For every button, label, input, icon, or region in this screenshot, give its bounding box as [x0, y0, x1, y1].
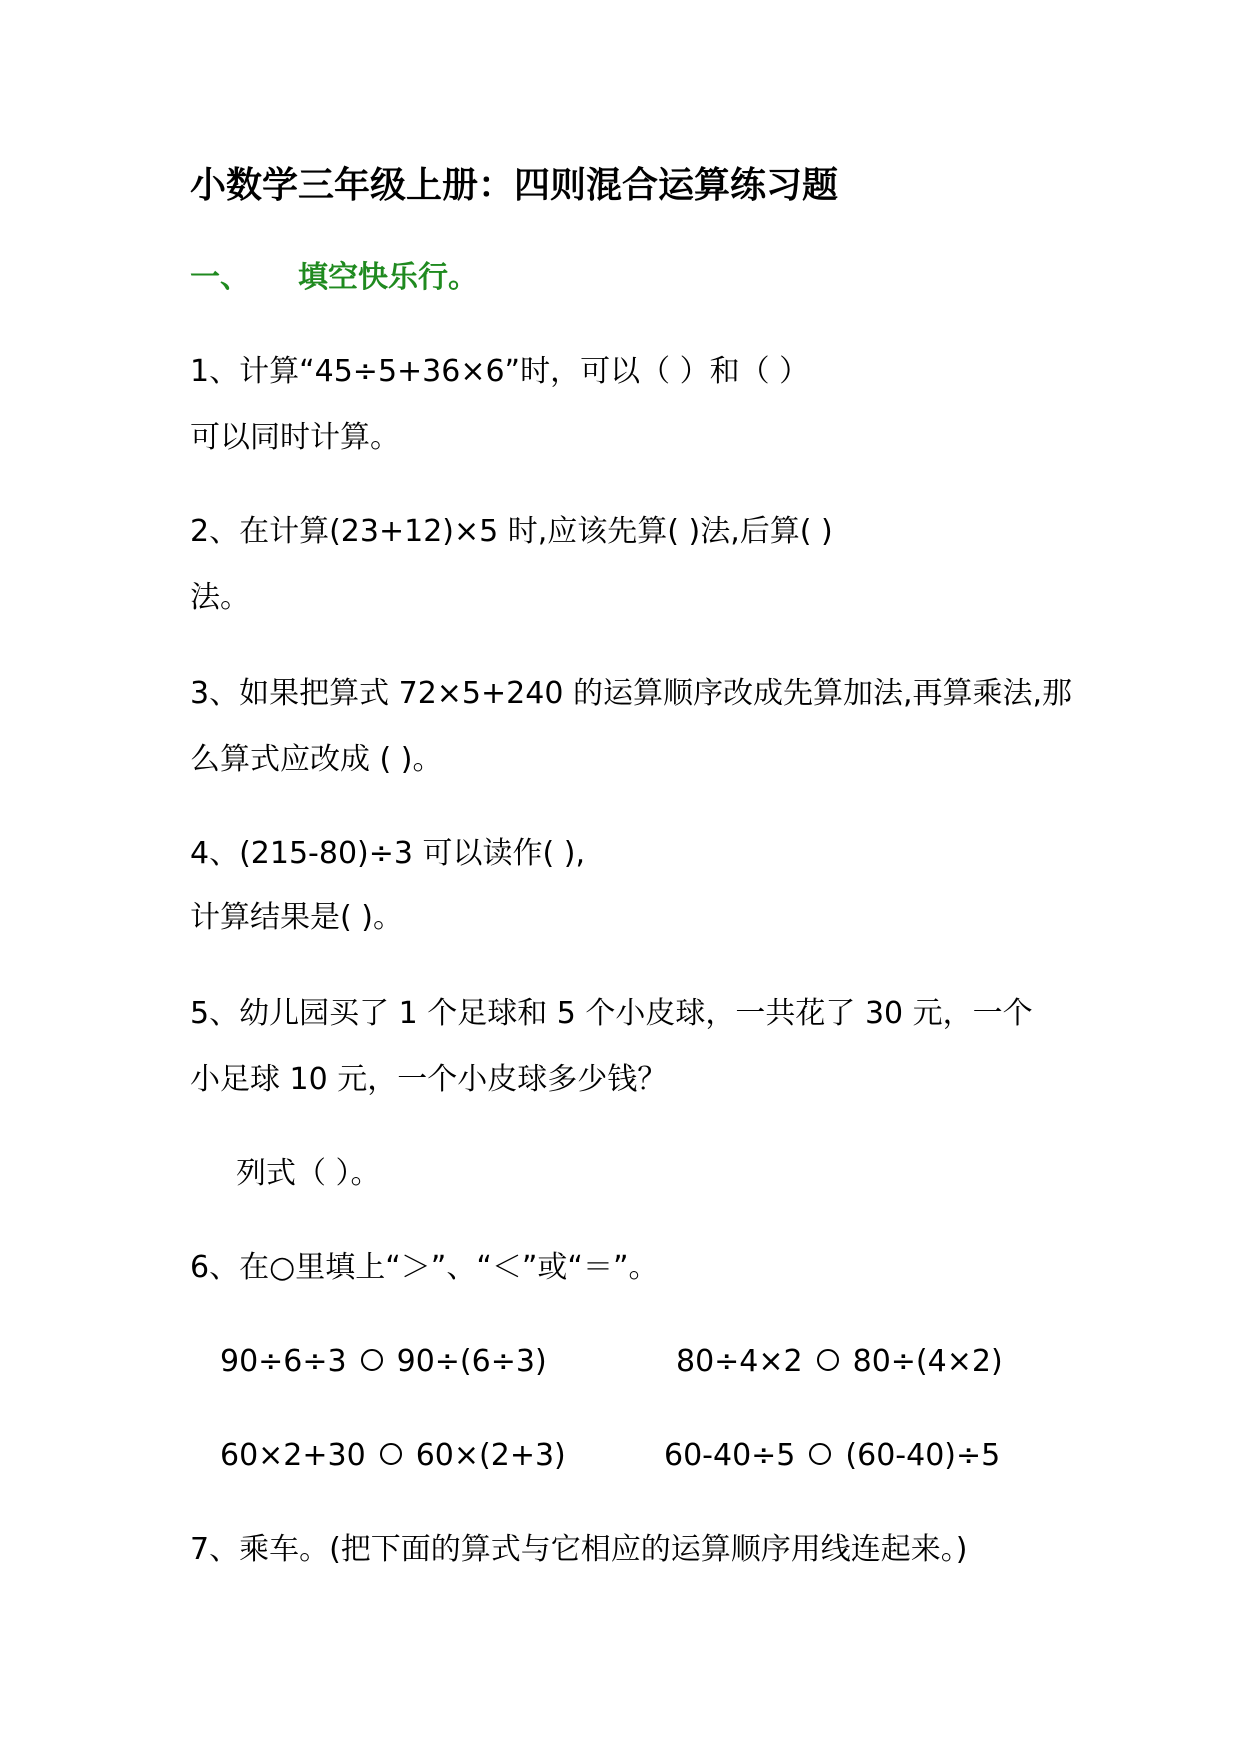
comparison-item — [220, 1438, 566, 1474]
page-title: 小数学三年级上册：四则混合运算练习题 — [190, 165, 839, 206]
question-5-formula-line: 列式（ ）。 — [236, 1156, 381, 1191]
question-4-line-1: 4、(215-80)÷3 可以读作( ), — [190, 836, 585, 871]
comparison-item — [220, 1344, 547, 1380]
section-label: 填空快乐行。 — [298, 260, 478, 295]
question-5-line-1: 5、幼儿园买了 1 个足球和 5 个小皮球，一共花了 30 元，一个 — [190, 996, 1033, 1031]
section-number: 一、 — [190, 260, 250, 295]
comparison-left: 60-40÷5 — [664, 1438, 796, 1473]
answer-circle-icon — [817, 1349, 839, 1371]
comparison-item — [676, 1344, 1003, 1380]
answer-circle-icon — [361, 1349, 383, 1371]
question-2-line-1: 2、在计算(23+12)×5 时,应该先算( )法,后算( ) — [190, 514, 833, 549]
question-7-line: 7、乘车。(把下面的算式与它相应的运算顺序用线连起来。) — [190, 1532, 968, 1567]
comparison-left: 60×2+30 — [220, 1438, 366, 1473]
answer-circle-icon — [809, 1443, 831, 1465]
question-4-line-2: 计算结果是( )。 — [190, 900, 403, 935]
section-heading — [190, 260, 478, 296]
question-1-line-2: 可以同时计算。 — [190, 420, 400, 455]
question-2-line-2: 法。 — [190, 580, 250, 615]
comparison-right: 90÷(6÷3) — [396, 1344, 547, 1379]
comparison-item — [664, 1438, 1000, 1474]
answer-circle-icon — [380, 1443, 402, 1465]
question-3-line-2: 么算式应改成 ( )。 — [190, 742, 443, 777]
comparison-left: 90÷6÷3 — [220, 1344, 347, 1379]
question-3-line-1: 3、如果把算式 72×5+240 的运算顺序改成先算加法,再算乘法,那 — [190, 676, 1073, 711]
comparison-left: 80÷4×2 — [676, 1344, 803, 1379]
comparison-right: (60-40)÷5 — [845, 1438, 1001, 1473]
question-5-line-2: 小足球 10 元，一个小皮球多少钱？ — [190, 1062, 668, 1097]
question-1-line-1: 1、计算“45÷5+36×6”时，可以（ ）和（ ） — [190, 354, 810, 389]
comparison-right: 80÷(4×2) — [852, 1344, 1003, 1379]
question-6-line: 6、在○里填上“＞”、“＜”或“＝”。 — [190, 1250, 659, 1285]
comparison-right: 60×(2+3) — [415, 1438, 566, 1473]
